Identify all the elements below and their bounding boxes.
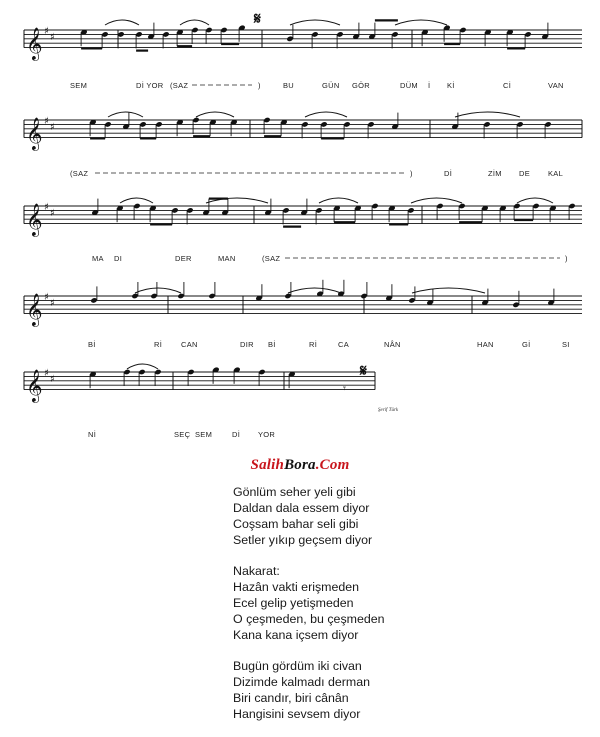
lyrics-line: Hangisini sevsem diyor	[233, 707, 361, 721]
lyric-syllable: SEM	[70, 81, 88, 90]
treble-clef-icon: 𝄞	[26, 293, 43, 327]
lyrics-stanza-2	[233, 563, 573, 643]
lyric-syllable: (SAZ	[262, 254, 281, 263]
lyric-syllable: DER	[175, 254, 192, 263]
lyric-syllable: GÜN	[322, 81, 340, 90]
lyric-syllable: CA	[338, 340, 350, 349]
staff-system-4	[24, 280, 582, 349]
lyrics-stanza-3	[233, 658, 573, 722]
segno-icon: 𝄋	[360, 361, 367, 380]
lyrics-line: Hazân vakti erişmeden	[233, 580, 360, 594]
staff-system-1	[24, 20, 582, 90]
lyric-syllable: VAN	[548, 81, 564, 90]
lyric-syllable: Bİ	[268, 340, 276, 349]
slur	[120, 198, 153, 203]
lyric-syllable: Nİ	[88, 430, 97, 439]
lyric-syllable: Dİ	[232, 430, 241, 439]
lyric-syllable: )	[410, 169, 413, 178]
lyrics-line: Biri candır, biri cânân	[233, 691, 349, 705]
lyric-syllable: DI	[114, 254, 123, 263]
lyric-syllable: ZİM	[488, 169, 502, 178]
lyrics-stanza-1	[233, 484, 573, 548]
lyrics-line: Dizimde kalmadı derman	[233, 675, 371, 689]
treble-clef-icon: 𝄞	[26, 117, 43, 151]
treble-clef-icon: 𝄞	[26, 369, 43, 403]
slur	[108, 112, 143, 117]
slur	[135, 288, 181, 293]
sharp-icon: ♯	[50, 208, 55, 219]
lyric-syllable: HAN	[477, 340, 494, 349]
slur	[305, 112, 347, 117]
staff-system-5	[24, 364, 375, 439]
sharp-icon: ♯	[44, 26, 49, 37]
lyrics-line: Daldan dala essem diyor	[233, 501, 370, 515]
lyric-syllable: DIR	[240, 340, 254, 349]
sharp-icon: ♯	[50, 374, 55, 385]
lyric-syllable: KAL	[548, 169, 564, 178]
slur	[412, 288, 485, 293]
lyric-syllable: SEÇ	[174, 430, 191, 439]
lyric-syllable: Dİ	[444, 169, 453, 178]
site-logo-text	[0, 457, 600, 474]
lyric-syllable: BU	[283, 81, 295, 90]
lyric-syllable: DE	[519, 169, 531, 178]
lyric-syllable: DÜM	[400, 81, 418, 90]
logo-part-2: Bora	[284, 457, 316, 473]
slur	[196, 112, 234, 117]
lyrics-heading: Nakarat:	[233, 564, 280, 578]
slur	[455, 112, 520, 117]
slur	[319, 198, 358, 203]
lyric-syllable: Cİ	[503, 81, 512, 90]
slur	[180, 20, 209, 25]
lyrics-line: Setler yıkıp geçsem diyor	[233, 533, 373, 547]
slur	[517, 198, 553, 203]
slur	[411, 198, 462, 203]
slur	[105, 20, 139, 25]
lyrics-line: Bugün gördüm iki civan	[233, 659, 362, 673]
slur	[290, 20, 340, 25]
slur	[395, 20, 447, 25]
lyrics-line: Gönlüm seher yeli gibi	[233, 485, 356, 499]
lyric-syllable: GÖR	[352, 81, 370, 90]
lyric-syllable: YOR	[258, 430, 276, 439]
lyric-syllable: )	[258, 81, 261, 90]
lyric-syllable: Gİ	[522, 340, 531, 349]
lyric-syllable: Dİ YOR	[136, 81, 164, 90]
slur	[288, 288, 341, 293]
lyric-syllable: Bİ	[88, 340, 96, 349]
treble-clef-icon: 𝄞	[26, 27, 43, 61]
treble-clef-icon: 𝄞	[26, 203, 43, 237]
lyric-syllable: Rİ	[309, 340, 318, 349]
staff-system-3	[24, 198, 582, 263]
segno-icon: 𝄋	[254, 9, 261, 28]
sharp-icon: ♯	[50, 298, 55, 309]
lyrics-line: Ecel gelip yetişmeden	[233, 596, 354, 610]
slur	[127, 364, 158, 369]
lyric-syllable: NÂN	[384, 340, 401, 349]
lyric-syllable: )	[565, 254, 568, 263]
lyric-syllable: (SAZ	[70, 169, 89, 178]
lyric-syllable: MAN	[218, 254, 236, 263]
lyric-syllable: SEM	[195, 430, 213, 439]
lyrics-block	[233, 484, 573, 737]
lyric-syllable: İ	[428, 81, 431, 90]
lyric-syllable: CAN	[181, 340, 198, 349]
lyrics-line: O çeşmeden, bu çeşmeden	[233, 612, 385, 626]
logo-part-1: Salih	[250, 457, 285, 473]
logo-part-3: .Com	[315, 457, 350, 473]
lyric-syllable: (SAZ	[170, 81, 189, 90]
sharp-icon: ♯	[44, 116, 49, 127]
lyrics-line: Coşsam bahar seli gibi	[233, 517, 359, 531]
sharp-icon: ♯	[44, 202, 49, 213]
sharp-icon: ♯	[44, 292, 49, 303]
staff-system-2	[24, 112, 582, 178]
composer-signature: Şerif Türk	[378, 408, 399, 413]
sharp-icon: ♯	[44, 368, 49, 379]
lyric-syllable: MA	[92, 254, 104, 263]
lyrics-line: Kana kana içsem diyor	[233, 628, 359, 642]
lyric-syllable: SI	[562, 340, 570, 349]
rest-icon: 𝄾	[343, 382, 346, 395]
lyric-syllable: Kİ	[447, 81, 455, 90]
sharp-icon: ♯	[50, 32, 55, 43]
sharp-icon: ♯	[50, 122, 55, 133]
lyric-syllable: Rİ	[154, 340, 163, 349]
